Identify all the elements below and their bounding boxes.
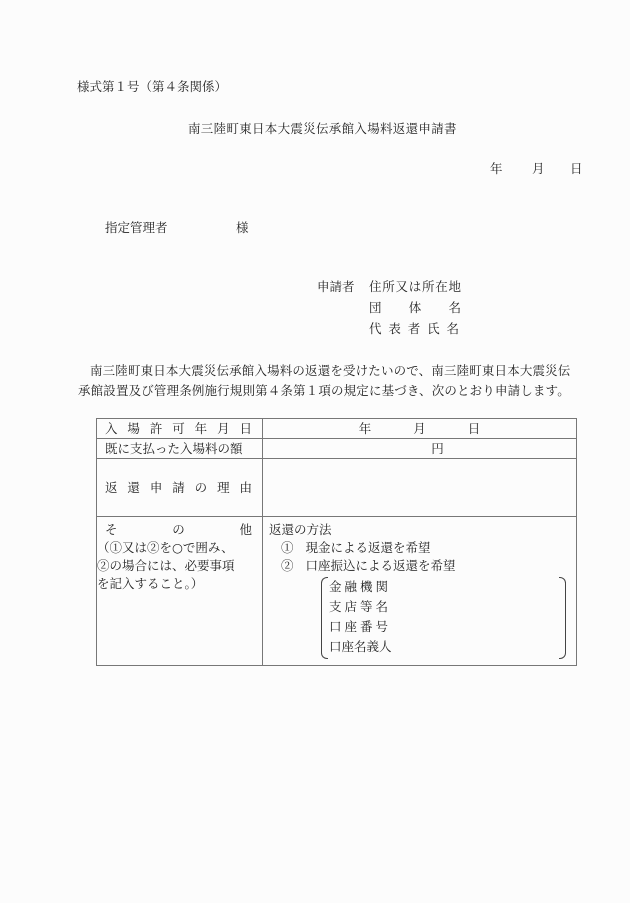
form-number: 様式第１号（第４条関係） — [77, 79, 228, 94]
applicant-label: 申請者 — [317, 279, 355, 294]
bank-name-field[interactable]: 金融機関 — [329, 579, 392, 594]
refund-reason-field[interactable] — [263, 459, 577, 517]
option-2-mark: ② — [281, 558, 294, 573]
table-row-entry-date — [97, 419, 577, 439]
entry-year-label: 年 — [358, 421, 372, 436]
label-cell — [97, 439, 263, 459]
other-label: その他 — [105, 522, 252, 537]
applicant-address-label: 住所又は所在地 — [369, 279, 461, 294]
addressee-honorific: 様 — [236, 220, 249, 235]
date-year-label: 年 — [490, 161, 503, 176]
date-month-label: 月 — [532, 161, 545, 176]
application-statement: 南三陸町東日本大震災伝承館入場料の返還を受けたいので、南三陸町東日本大震災伝承館設置及び管理条例施行規則第４条第１項の規定に基づき、次のとおり申請します。 — [78, 363, 571, 398]
option-bank-transfer[interactable] — [269, 557, 576, 575]
date-day-label: 日 — [570, 161, 583, 176]
left-bracket — [321, 577, 328, 659]
option-1-mark: ① — [281, 540, 294, 555]
refund-reason-label: 返還申請の理由 — [105, 480, 252, 495]
option-1-text: 現金による返還を希望 — [305, 540, 431, 555]
option-cash[interactable] — [269, 539, 576, 557]
applicant-organization-label: 団 体 名 — [369, 300, 461, 315]
account-holder-field[interactable]: 口座名義人 — [329, 639, 392, 654]
entry-day-label: 日 — [467, 421, 481, 436]
paid-amount-label: 既に支払った入場料の額 — [105, 441, 243, 456]
entry-date-field[interactable] — [263, 419, 577, 439]
other-note-line-2: ②の場合には、必要事項 — [97, 558, 235, 573]
other-note-line-1: （①又は②を○で囲み、 — [97, 540, 234, 555]
table-row-paid-amount — [97, 439, 577, 459]
applicant-representative-label: 代表者氏名 — [369, 321, 461, 336]
table-row-other — [97, 517, 577, 666]
other-note-line-3: を記入すること。） — [97, 576, 204, 591]
option-2-text: 口座振込による返還を希望 — [305, 558, 456, 573]
account-number-field[interactable]: 口座番号 — [329, 619, 392, 634]
addressee-name: 指定管理者 — [105, 220, 168, 235]
yen-unit-label: 円 — [431, 441, 444, 456]
document-title: 南三陸町東日本大震災伝承館入場料返還申請書 — [188, 121, 457, 136]
table-row-refund-reason — [97, 459, 577, 517]
branch-name-field[interactable]: 支店等名 — [329, 599, 392, 614]
label-cell — [97, 419, 263, 439]
entry-month-label: 月 — [413, 421, 426, 436]
right-bracket — [559, 577, 566, 659]
bank-details-box — [325, 577, 566, 659]
paid-amount-field[interactable] — [263, 439, 577, 459]
refund-method-title: 返還の方法 — [269, 522, 332, 537]
label-cell — [97, 517, 263, 666]
refund-method-cell — [263, 517, 577, 666]
label-cell — [97, 459, 263, 517]
application-table — [96, 418, 577, 666]
entry-date-label: 入場許可年月日 — [105, 421, 252, 436]
